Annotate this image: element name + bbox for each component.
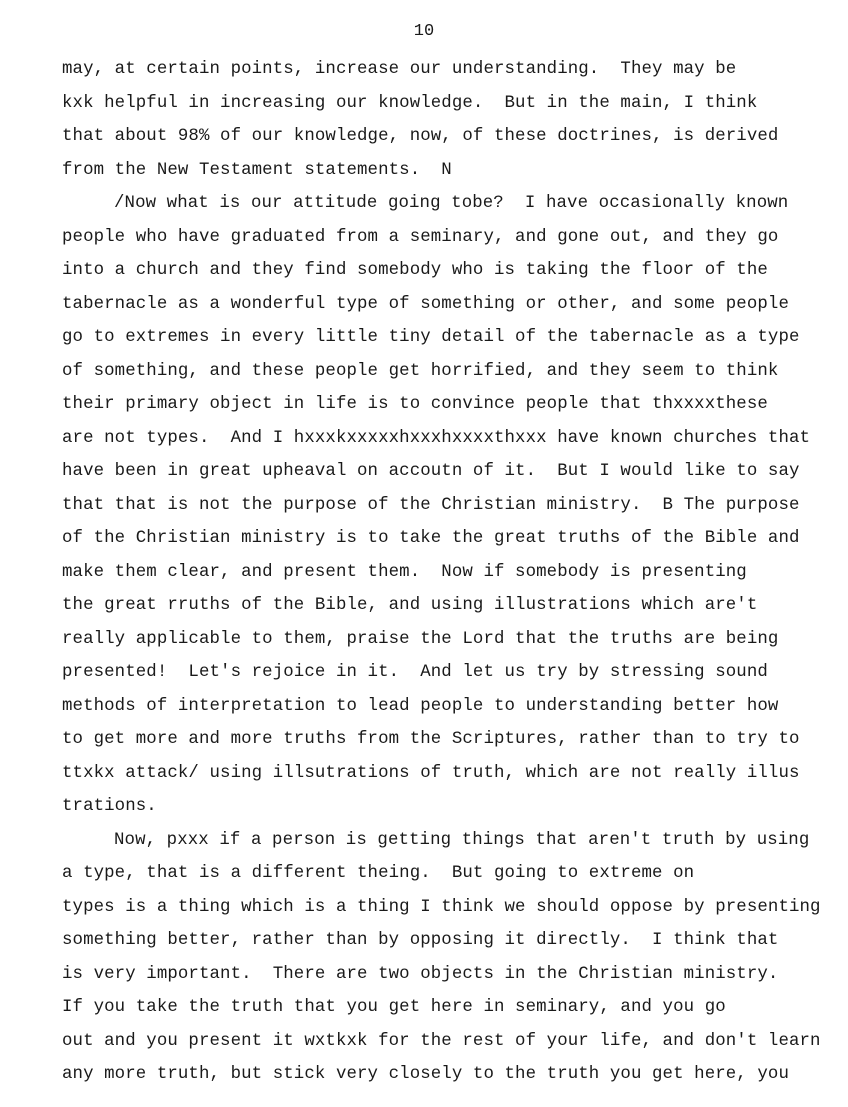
text-line: into a church and they find somebody who is taking the floor of the [62,261,768,280]
text-line: really applicable to them, praise the Lord that the truths are being [62,629,779,649]
text-line: any more truth, but stick very closely to the truth you get here, you [62,1065,789,1084]
text-line: If you take the truth that you get here in seminary, and you go [62,998,726,1017]
text-line: are not types. And I hxxxkxxxxxhxxxhxxxxthxxx have known churches that [62,428,811,448]
page-number: 10 [413,22,435,41]
text-line: methods of interpretation to lead people to understanding better how [62,696,779,716]
text-line: go to extremes in every little tiny detail of the tabernacle as a type [62,328,800,347]
text-line: out and you present it wxtkxk for the rest of your life, and don't learn [62,1031,821,1051]
text-line: have been in great upheaval on accoutn of it. But I would like to say [62,462,800,481]
text-line: make them clear, and present them. Now if somebody is presenting [62,562,747,582]
text-line: to get more and more truths from the Scriptures, rather than to try to [62,730,800,749]
text-line: kxk helpful in increasing our knowledge. But in the main, I think [62,93,758,113]
text-line: tabernacle as a wonderful type of something or other, and some people [62,294,789,314]
text-line: something better, rather than by opposing it directly. I think that [62,931,779,950]
text-line: that that is not the purpose of the Christian ministry. B The purpose [62,495,800,515]
text-line: is very important. There are two objects in the Christian ministry. [62,964,779,984]
text-line: of something, and these people get horrified, and they seem to think [62,361,779,381]
text-line: may, at certain points, increase our understanding. They may be [62,60,737,79]
text-line: Now, pxxx if a person is getting things that aren't truth by using [114,830,810,850]
text-line: that about 98% of our knowledge, now, of these doctrines, is derived [62,127,779,146]
text-line: the great rruths of the Bible, and using illustrations which are't [62,596,758,615]
text-line: people who have graduated from a seminary, and gone out, and they go [62,227,779,247]
text-line: trations. [62,797,157,816]
text-line: types is a thing which is a thing I think we should oppose by presenting [62,897,821,917]
text-line: ttxkx attack/ using illsutrations of truth, which are not really illus [62,763,800,783]
text-line: /Now what is our attitude going tobe? I have occasionally known [114,194,789,213]
typewritten-body [62,53,842,1092]
text-line: their primary object in life is to convince people that thxxxxthese [62,395,768,414]
text-line: from the New Testament statements. N [62,160,452,180]
text-line: presented! Let's rejoice in it. And let us try by stressing sound [62,663,768,682]
text-line: a type, that is a different theing. But going to extreme on [62,864,695,883]
text-line: of the Christian ministry is to take the great truths of the Bible and [62,529,800,548]
